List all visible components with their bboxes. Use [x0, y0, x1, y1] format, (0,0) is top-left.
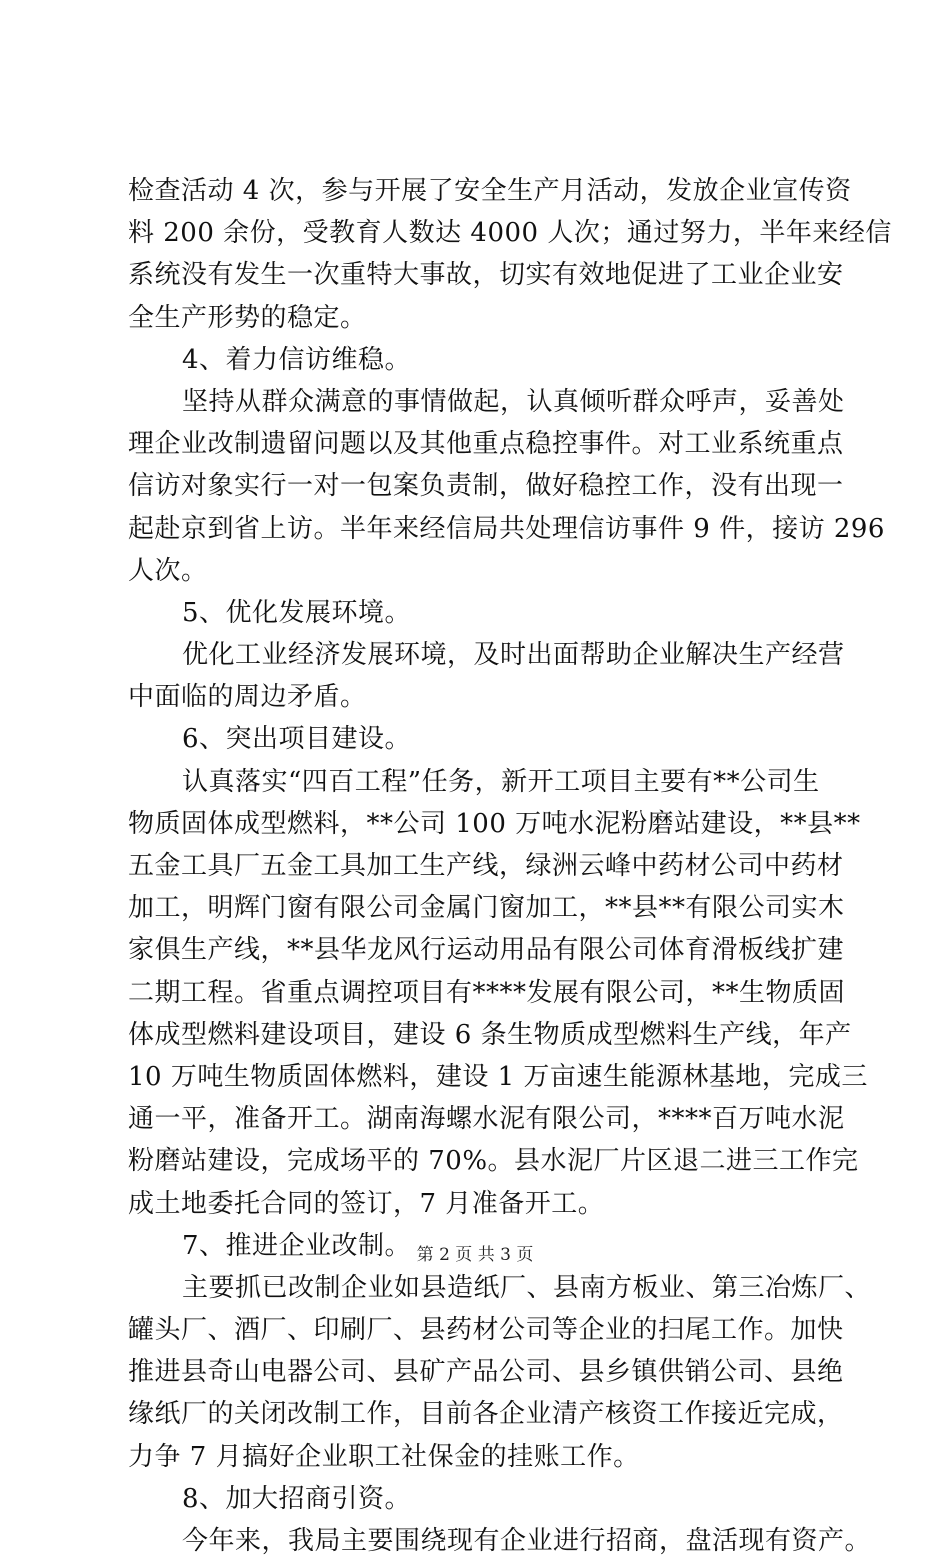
text-line: 体成型燃料建设项目，建设 6 条生物质成型燃料生产线，年产	[128, 1019, 852, 1050]
text-line: 7、推进企业改制。	[182, 1230, 412, 1261]
text-line: 8、加大招商引资。	[182, 1483, 412, 1514]
text-line: 二期工程。省重点调控项目有****发展有限公司，**生物质固	[128, 977, 846, 1008]
text-line: 家俱生产线，**县华龙风行运动用品有限公司体育滑板线扩建	[128, 935, 845, 966]
document-body	[128, 170, 892, 1562]
text-line: 5、优化发展环境。	[182, 597, 412, 628]
text-line: 主要抓已改制企业如县造纸厂、县南方板业、第三冶炼厂、	[182, 1272, 872, 1303]
text-line: 起赴京到省上访。半年来经信局共处理信访事件 9 件，接访 296	[128, 513, 885, 544]
text-line: 加工，明辉门窗有限公司金属门窗加工，**县**有限公司实木	[128, 893, 845, 924]
text-line: 理企业改制遗留问题以及其他重点稳控事件。对工业系统重点	[128, 429, 844, 460]
text-line: 物质固体成型燃料，**公司 100 万吨水泥粉磨站建设，**县**	[128, 808, 861, 839]
text-line: 通一平，准备开工。湖南海螺水泥有限公司，****百万吨水泥	[128, 1104, 845, 1135]
text-line: 今年来，我局主要围绕现有企业进行招商，盘活现有资产。	[182, 1526, 872, 1556]
text-line: 力争 7 月搞好企业职工社保金的挂账工作。	[128, 1441, 640, 1472]
text-line: 五金工具厂五金工具加工生产线，绿洲云峰中药材公司中药材	[128, 851, 844, 881]
text-line: 成土地委托合同的签订，7 月准备开工。	[128, 1188, 605, 1219]
text-line: 信访对象实行一对一包案负责制，做好稳控工作，没有出现一	[128, 471, 844, 502]
text-line: 中面临的周边矛盾。	[128, 682, 367, 713]
text-line: 优化工业经济发展环境，及时出面帮助企业解决生产经营	[182, 640, 845, 671]
text-line: 坚持从群众满意的事情做起，认真倾听群众呼声，妥善处	[182, 386, 845, 417]
page-footer: 第 2 页 共 3 页	[416, 1245, 534, 1265]
text-line: 缘纸厂的关闭改制工作，目前各企业清产核资工作接近完成，	[128, 1399, 844, 1430]
text-line: 全生产形势的稳定。	[128, 302, 367, 333]
text-line: 4、着力信访维稳。	[182, 344, 412, 375]
text-line: 推进县奇山电器公司、县矿产品公司、县乡镇供销公司、县绝	[128, 1357, 844, 1388]
text-line: 检查活动 4 次，参与开展了安全生产月活动，发放企业宣传资	[128, 176, 852, 206]
text-line: 系统没有发生一次重特大事故，切实有效地促进了工业企业安	[128, 260, 844, 291]
text-line: 10 万吨生物质固体燃料，建设 1 万亩速生能源林基地，完成三	[128, 1061, 868, 1092]
text-line: 6、突出项目建设。	[182, 724, 412, 755]
text-line: 粉磨站建设，完成场平的 70%。县水泥厂片区退二进三工作完	[128, 1146, 859, 1177]
text-line: 人次。	[128, 555, 208, 586]
text-line: 罐头厂、酒厂、印刷厂、县药材公司等企业的扫尾工作。加快	[128, 1315, 844, 1346]
text-line: 认真落实“四百工程”任务，新开工项目主要有**公司生	[182, 766, 820, 797]
text-line: 料 200 余份，受教育人数达 4000 人次；通过努力，半年来经信	[128, 218, 892, 249]
